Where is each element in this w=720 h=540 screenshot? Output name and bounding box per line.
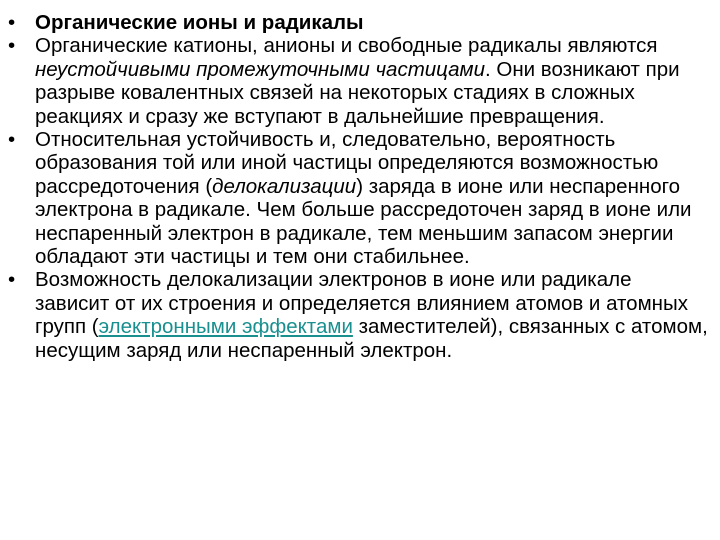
bullet-list [8, 11, 708, 362]
bullet-icon: • [8, 34, 16, 58]
electronic-effects-link[interactable]: электронными эффектами [98, 315, 353, 339]
italic-term: неустойчивыми промежуточными частицами [35, 57, 485, 81]
bullet-item-title [8, 11, 708, 34]
bullet-icon: • [8, 268, 16, 292]
bullet-text: заместителей), связанных с атомом, несущим заряд или неспаренный электрон. [35, 315, 708, 362]
bullet-icon: • [8, 11, 16, 34]
bullet-item-stability [8, 128, 708, 268]
bullet-icon: • [8, 128, 16, 152]
bullet-item-delocalization [8, 268, 708, 362]
bullet-text: Относительная устойчивость и, следовательно, вероятность образования той или иной частицы определяются возможностью рассредоточения ( [35, 128, 659, 198]
italic-term: делокализации [212, 174, 357, 198]
slide-title: Органические ионы и радикалы [35, 11, 364, 34]
bullet-item-intermediates [8, 34, 708, 128]
bullet-text: ) заряда в ионе или неспаренного электрона в радикале. Чем больше рассредоточен заряд в ионе или неспаренный электрон в радикале, тем меньшим запасом энергии обладают эти частицы и тем они стабильнее. [35, 174, 692, 269]
bullet-text: . Они возникают при разрыве ковалентных связей на некоторых стадиях в сложных реакциях и сразу же вступают в дальнейшие превращения. [35, 57, 680, 128]
bullet-text: Возможность делокализации электронов в ионе или радикале зависит от их строения и определяется влиянием атомов и атомных групп ( [35, 268, 688, 339]
bullet-text: Органические катионы, анионы и свободные радикалы являются [35, 34, 658, 58]
